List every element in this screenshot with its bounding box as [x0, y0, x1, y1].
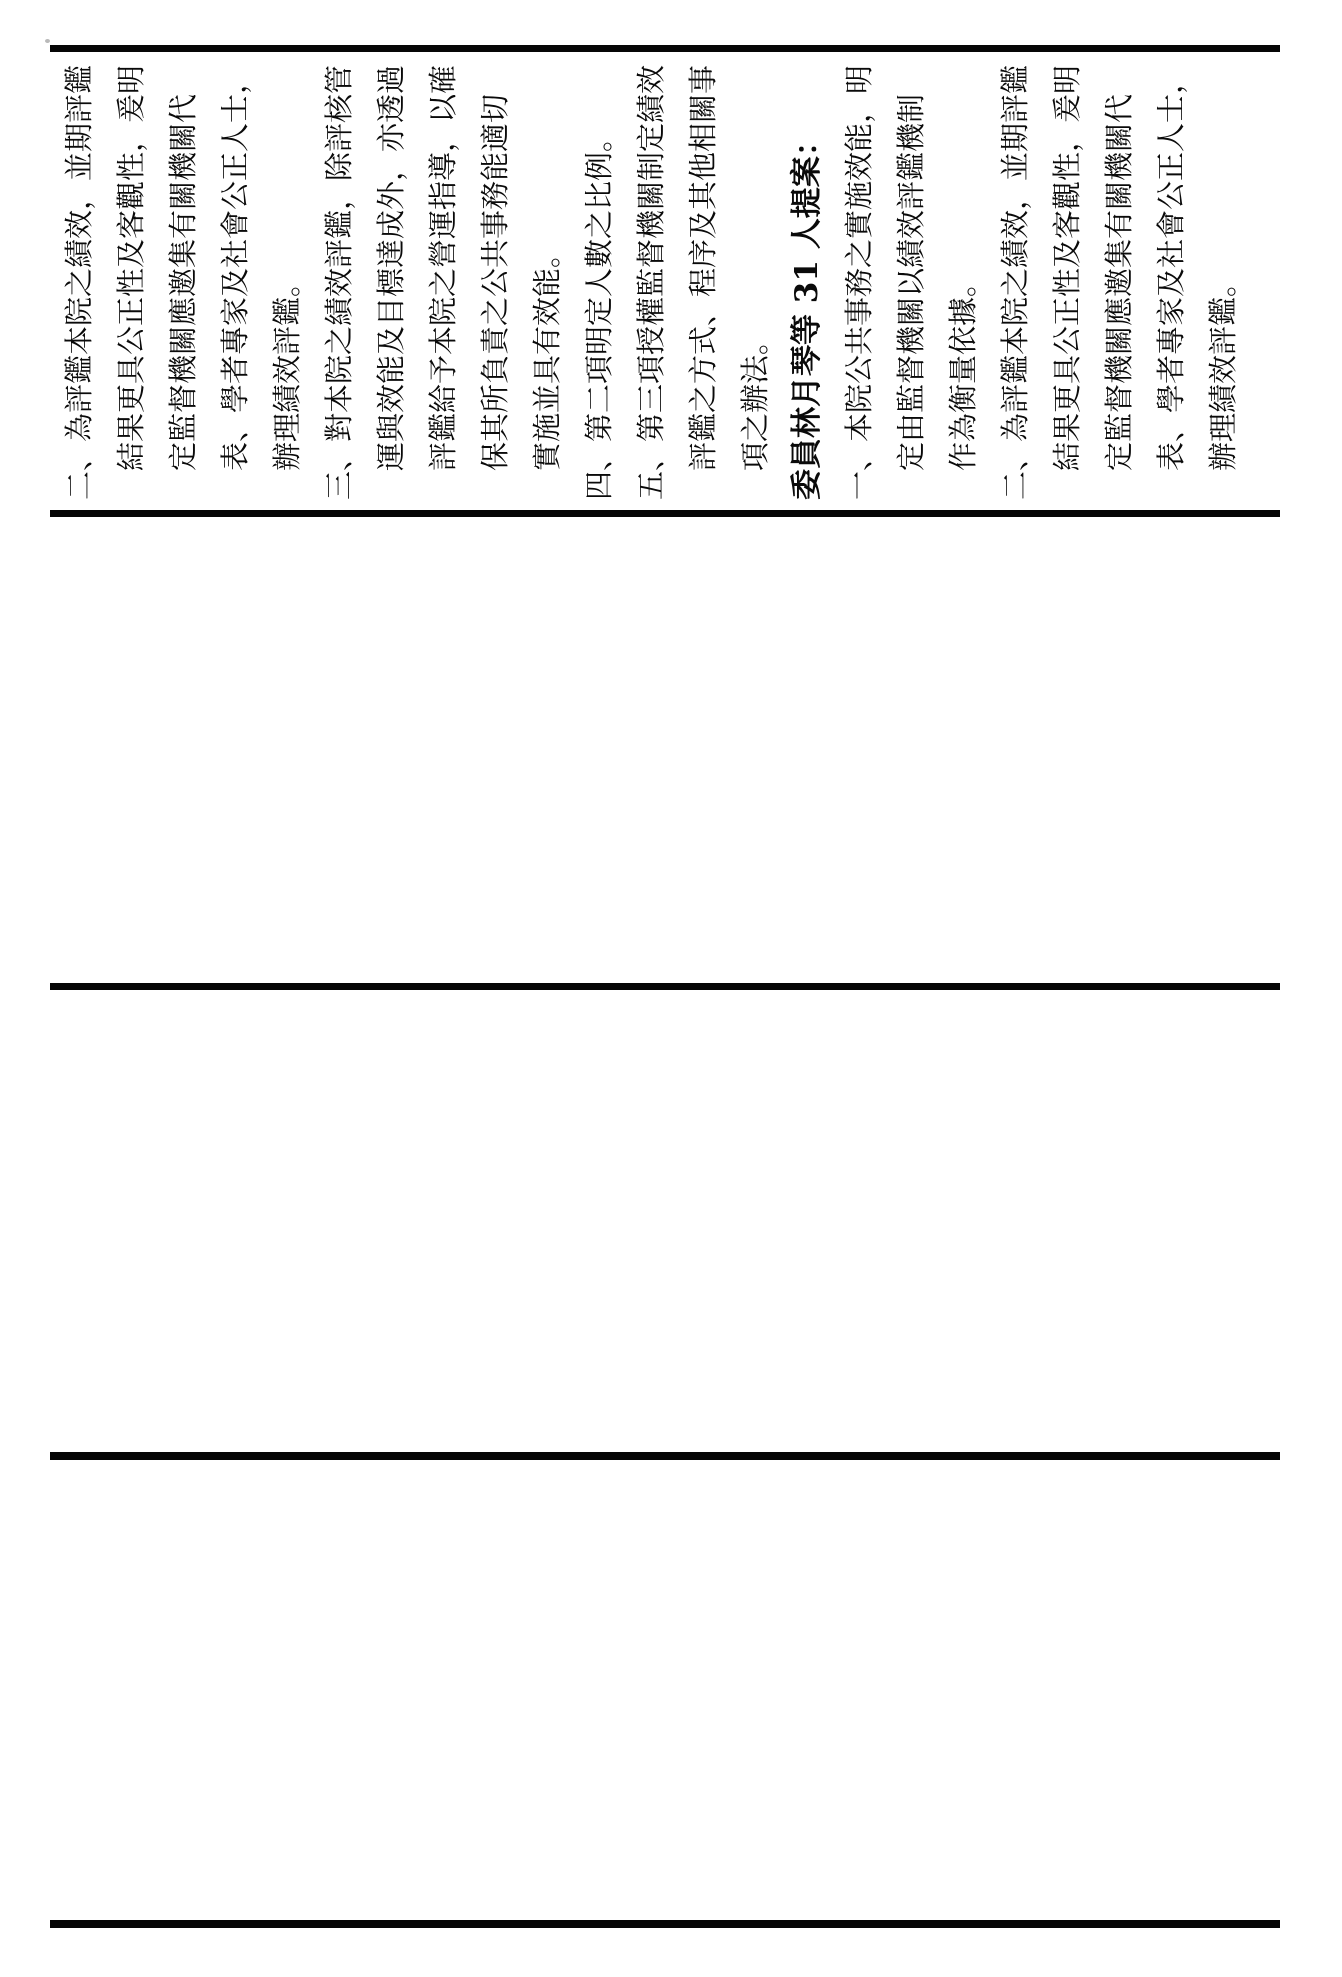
table-rule	[50, 983, 1280, 990]
text-line: 表、學者專家及社會公正人士，	[218, 64, 252, 471]
text-line: 項之辦法。	[738, 325, 772, 471]
text-line: 保其所負責之公共事務能適切	[478, 93, 512, 471]
text-line: 評鑑之方式、程序及其他相關事	[686, 64, 720, 471]
text-line: 定監督機關應邀集有關機關代	[166, 93, 200, 471]
text-line: 三、對本院之績效評鑑，除評核管	[322, 64, 356, 500]
text-block	[53, 48, 1249, 500]
table-rule	[50, 1920, 1280, 1928]
text-line: 定由監督機關以績效評鑑機制	[894, 93, 928, 471]
text-line: 評鑑給予本院之營運指導，以確	[426, 64, 460, 471]
text-line: 實施並具有效能。	[530, 238, 564, 471]
text-line: 結果更具公正性及客觀性，爰明	[1050, 64, 1084, 471]
text-line: 表、學者專家及社會公正人士，	[1154, 64, 1188, 471]
scan-noise-speckle	[45, 39, 50, 43]
text-line: 結果更具公正性及客觀性，爰明	[114, 64, 148, 471]
text-line: 四、第二項明定人數之比例。	[582, 122, 616, 500]
text-line: 一、本院公共事務之實施效能，明	[842, 64, 876, 500]
table-rule	[50, 1452, 1280, 1460]
proposal-header-line: 委員林月琴等 31 人提案：	[789, 125, 825, 500]
text-line: 運與效能及目標達成外，亦透過	[374, 64, 408, 471]
text-line: 辦理績效評鑑。	[1206, 267, 1240, 471]
text-line: 二、為評鑑本院之績效，並期評鑑	[62, 64, 96, 500]
text-line: 作為衡量依據。	[946, 267, 980, 471]
table-rule	[50, 510, 1280, 517]
text-line: 辦理績效評鑑。	[270, 267, 304, 471]
text-line: 二、為評鑑本院之績效，並期評鑑	[998, 64, 1032, 500]
text-line: 五、第三項授權監督機關制定績效	[634, 64, 668, 500]
text-line: 定監督機關應邀集有關機關代	[1102, 93, 1136, 471]
